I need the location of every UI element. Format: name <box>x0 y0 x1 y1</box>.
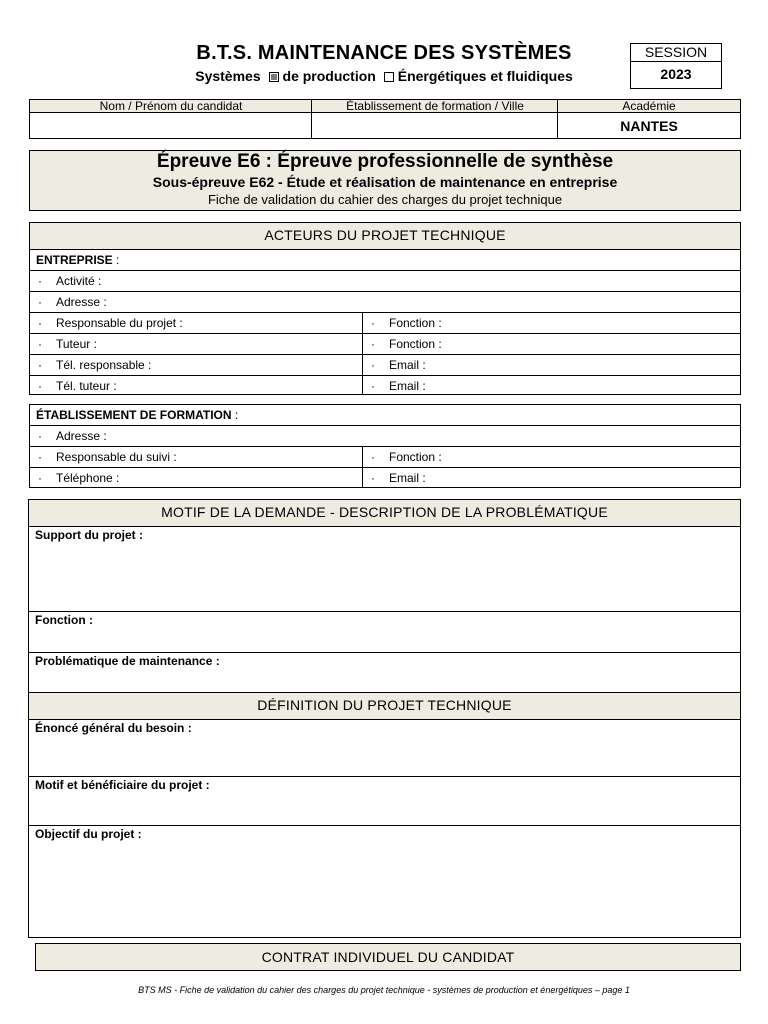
activite-label: Activité : <box>56 274 102 288</box>
enonce-field[interactable] <box>29 720 740 777</box>
tuteur-row[interactable]: · Tuteur : <box>38 337 97 351</box>
tuteur-label: Tuteur : <box>56 337 97 351</box>
definition-title: DÉFINITION DU PROJET TECHNIQUE <box>29 693 740 720</box>
epreuve-subtitle: Sous-épreuve E62 - Étude et réalisation de maintenance en entreprise <box>152 174 618 190</box>
page-title: B.T.S. MAINTENANCE DES SYSTÈMES <box>196 42 572 64</box>
candidate-table <box>29 99 741 139</box>
motif-definition-section <box>28 499 741 938</box>
tel-responsable-row[interactable]: · Tél. responsable : <box>38 358 152 372</box>
fonction-tuteur-row[interactable]: · Fonction : <box>371 337 442 351</box>
tel-responsable-label: Tél. responsable : <box>56 358 152 372</box>
adresse-label: Adresse : <box>56 295 107 309</box>
fonction-label: Fonction : <box>35 613 93 627</box>
motif-title: MOTIF DE LA DEMANDE - DESCRIPTION DE LA PROBLÉMATIQUE <box>29 500 740 527</box>
etablissement-row: ÉTABLISSEMENT DE FORMATION : <box>30 405 740 426</box>
objectif-label: Objectif du projet : <box>35 827 142 841</box>
problematique-field[interactable] <box>29 653 740 693</box>
email-responsable-label: Email : <box>389 358 426 372</box>
establishment-field[interactable] <box>312 114 558 138</box>
session-box <box>630 43 722 89</box>
etablissement-label: ÉTABLISSEMENT DE FORMATION <box>36 408 232 422</box>
session-year: 2023 <box>631 61 721 86</box>
etab-adresse-row[interactable]: · Adresse : <box>30 426 740 447</box>
responsable-projet-row[interactable]: · Responsable du projet : <box>38 316 183 330</box>
objectif-field[interactable] <box>29 826 740 937</box>
etab-telephone-row[interactable]: · Téléphone : <box>38 471 120 485</box>
motif-beneficiaire-field[interactable] <box>29 777 740 826</box>
etab-fonction-row[interactable]: · Fonction : <box>371 450 442 464</box>
activite-row[interactable]: · Activité : <box>30 271 740 292</box>
responsable-suivi-row[interactable]: · Responsable du suivi : <box>38 450 177 464</box>
adresse-row[interactable]: · Adresse : <box>30 292 740 313</box>
epreuve-title: Épreuve E6 : Épreuve professionnelle de synthèse <box>156 151 614 172</box>
tel-tuteur-label: Tél. tuteur : <box>56 379 117 393</box>
academie-value: NANTES <box>620 118 678 134</box>
fonction-responsable-label: Fonction : <box>389 316 442 330</box>
epreuve-description: Fiche de validation du cahier des charges du projet technique <box>207 192 563 207</box>
entreprise-row: ENTREPRISE : <box>30 250 740 271</box>
enonce-label: Énoncé général du besoin : <box>35 721 192 735</box>
fonction-responsable-row[interactable]: · Fonction : <box>371 316 442 330</box>
system-prefix: Systèmes <box>195 68 261 84</box>
epreuve-box <box>29 150 741 211</box>
email-responsable-row[interactable]: · Email : <box>371 358 426 372</box>
candidate-name-header: Nom / Prénom du candidat <box>99 99 243 113</box>
establishment-header: Établissement de formation / Ville <box>346 99 524 113</box>
support-projet-label: Support du projet : <box>35 528 143 542</box>
entreprise-label: ENTREPRISE <box>36 253 113 267</box>
etab-fonction-label: Fonction : <box>389 450 442 464</box>
etab-email-row[interactable]: · Email : <box>371 471 426 485</box>
email-tuteur-row[interactable]: · Email : <box>371 379 426 393</box>
etab-adresse-label: Adresse : <box>56 429 107 443</box>
checkbox-energetiques[interactable] <box>384 72 394 82</box>
support-projet-field[interactable] <box>29 527 740 612</box>
contrat-title: CONTRAT INDIVIDUEL DU CANDIDAT <box>35 943 741 971</box>
checkbox-production[interactable] <box>269 72 279 82</box>
option-energetiques-label: Énergétiques et fluidiques <box>397 68 573 84</box>
etablissement-section <box>29 404 741 488</box>
acteurs-section <box>29 222 741 395</box>
etab-telephone-label: Téléphone : <box>56 471 120 485</box>
fonction-tuteur-label: Fonction : <box>389 337 442 351</box>
page-footer: BTS MS - Fiche de validation du cahier des charges du projet technique - systèmes de production et énergétiques – page 1 <box>138 985 630 995</box>
academie-header: Académie <box>622 99 676 113</box>
email-tuteur-label: Email : <box>389 379 426 393</box>
acteurs-title: ACTEURS DU PROJET TECHNIQUE <box>30 223 740 250</box>
etab-email-label: Email : <box>389 471 426 485</box>
problematique-label: Problématique de maintenance : <box>35 654 220 668</box>
motif-beneficiaire-label: Motif et bénéficiaire du projet : <box>35 778 210 792</box>
responsable-suivi-label: Responsable du suivi : <box>56 450 177 464</box>
tel-tuteur-row[interactable]: · Tél. tuteur : <box>38 379 117 393</box>
fonction-field[interactable] <box>29 612 740 653</box>
option-production-label: de production <box>282 68 376 84</box>
responsable-projet-label: Responsable du projet : <box>56 316 183 330</box>
session-label: SESSION <box>644 44 708 60</box>
candidate-name-field[interactable] <box>30 114 312 138</box>
